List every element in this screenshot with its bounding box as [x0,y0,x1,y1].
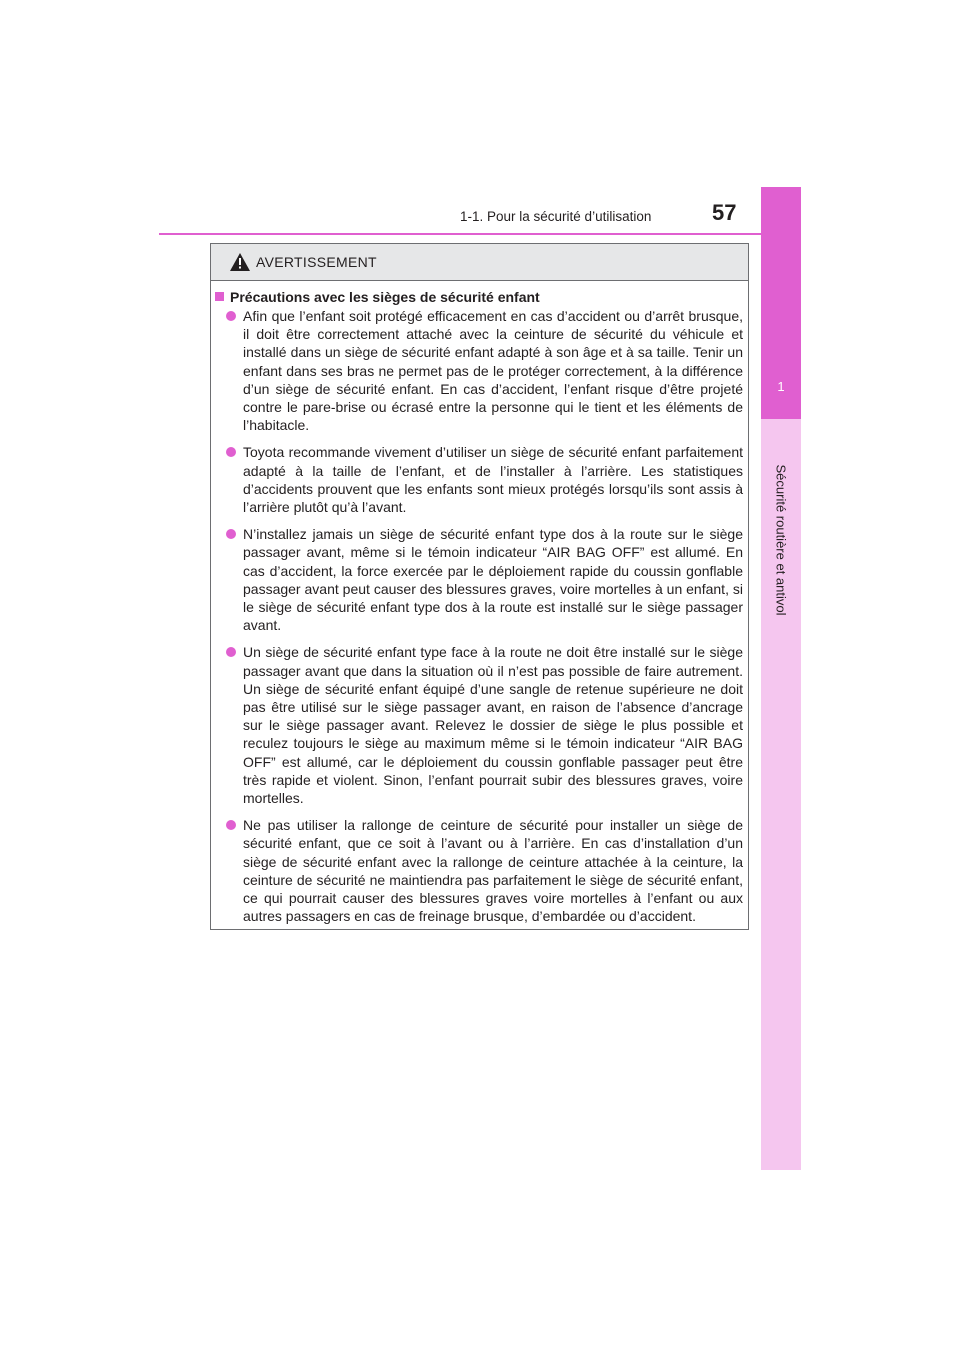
header-divider [159,233,801,235]
warning-title: AVERTISSEMENT [256,254,377,270]
list-item [226,307,743,434]
section-title-text: Précautions avec les sièges de sécurité enfant [230,289,540,305]
chapter-tab[interactable] [761,187,801,419]
list-item [226,443,743,516]
bullet-dot-icon [226,820,236,830]
page-number: 57 [712,200,737,225]
list-item-text: Afin que l’enfant soit protégé efficacement en cas d’accident ou d’arrêt brusque, il doit être correctement attaché avec la ceinture de sécurité du véhicule et installé dans un siège de sécurité enfant adapté à son âge et à sa taille. Tenir un enfant dans ses bras ne permet pas de le protéger correctement, à la différence d’un siège de sécurité enfant. En cas d’accident, l’enfant risque d’être projeté contre le pare-brise ou écrasé entre la personne qui le tient et les éléments de l’habitacle. [243,308,743,434]
list-item [226,525,743,634]
bullet-dot-icon [226,447,236,457]
list-item-text: Ne pas utiliser la rallonge de ceinture de sécurité pour installer un siège de sécurité enfant, que ce soit à l’avant ou à l’arrière. En cas d’installation d’un siège de sécurité enfant avec la rallonge de ceinture attachée à la ceinture, la ceinture de sécurité ne maintiendra pas parfaitement le siège de sécurité enfant, ce qui pourrait causer des blessures graves voire mortelles à l’enfant ou aux autres passagers en cas de freinage brusque, d’embardée ou d’accident. [243,817,743,925]
warning-section-title [215,289,540,305]
list-item-text: Un siège de sécurité enfant type face à la route ne doit être installé sur le siège passager avant que dans la situation où il n’est pas possible de faire autrement. Un siège de sécurité enfant équipé d’une sangle de retenue supérieure ne doit pas être utilisé sur le siège passager avant, en raison de l’absence d’ancrage sur le siège passager avant. Relevez le dossier de siège le plus possible et reculez toujours le siège au maximum même si le témoin indicateur “AIR BAG OFF” est allumé, car le déploiement du coussin gonflable passager peut être très rapide et violent. Sinon, l’enfant pourrait subir des blessures graves, voire mortelles. [243,644,743,807]
chapter-number: 1 [777,379,785,394]
bullet-dot-icon [226,647,236,657]
list-item-text: N’installez jamais un siège de sécurité enfant type dos à la route sur le siège passager avant, même si le témoin indicateur “AIR BAG OFF” est allumé. En cas d’accident, la force exercée par le déploiement rapide du coussin gonflable passager avant peut causer des blessures graves, voire mortelles à un enfant, si le siège de sécurité enfant type dos à la route est installé sur le siège passager avant. [243,526,743,634]
list-item [226,643,743,807]
warning-header [211,244,748,281]
chapter-label: Sécurité routière et antivol [773,464,789,616]
section-header: 1-1. Pour la sécurité d’utilisation [460,209,652,224]
warning-triangle-icon [230,253,250,271]
bullet-dot-icon [226,529,236,539]
warning-list [226,307,743,935]
square-bullet-icon [215,292,224,301]
bullet-dot-icon [226,311,236,321]
list-item-text: Toyota recommande vivement d’utiliser un siège de sécurité enfant parfaitement adapté à la taille de l’enfant, et de l’installer à l’arrière. Les statistiques d’accidents prouvent que les enfants sont mieux protégés lorsqu’ils sont assis à l’arrière plutôt qu’à l’avant. [243,444,743,516]
list-item [226,816,743,925]
